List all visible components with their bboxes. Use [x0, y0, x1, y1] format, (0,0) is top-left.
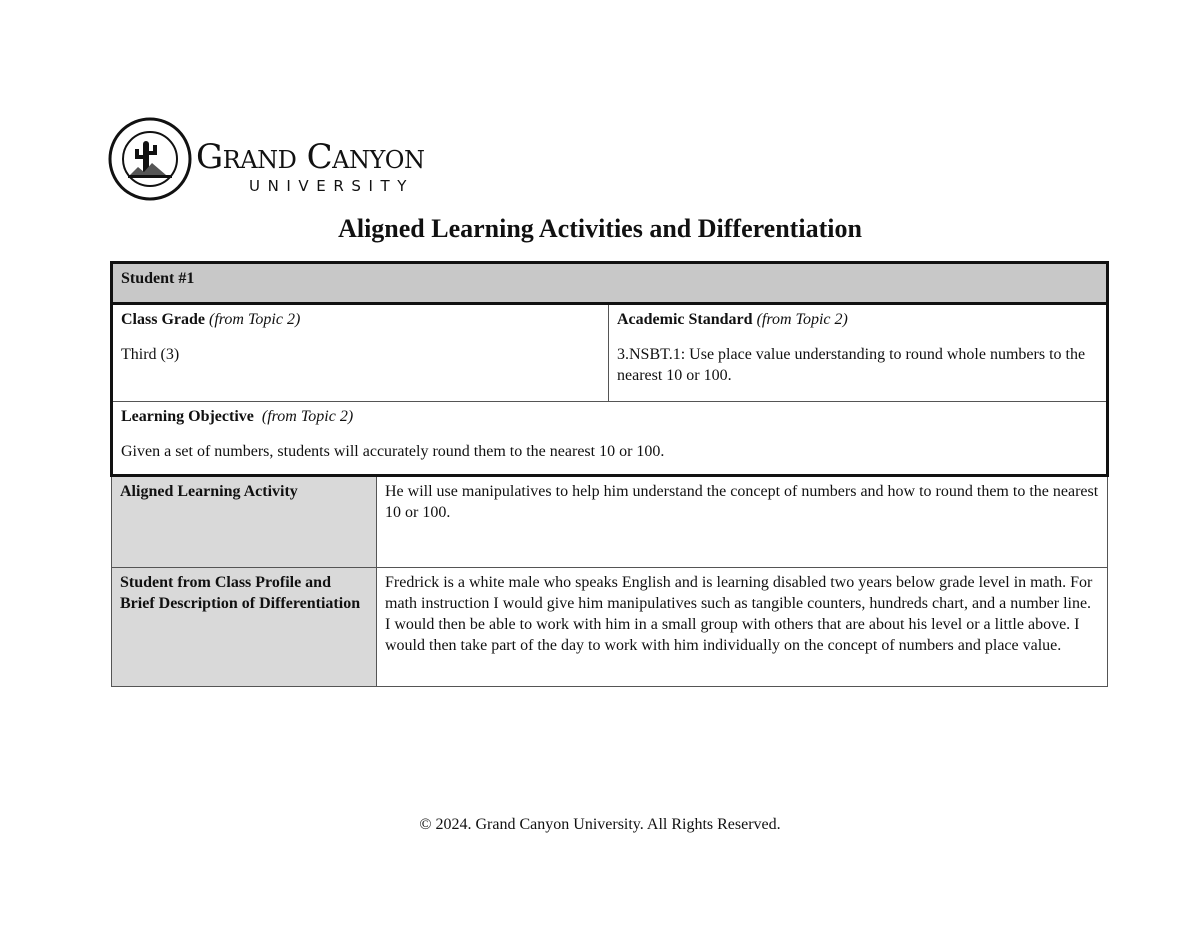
grade-standard-row: [112, 304, 1108, 402]
student-profile-row: [112, 568, 1108, 687]
logo-subtitle: UNIVERSITY: [249, 177, 415, 195]
aligned-activity-row: [112, 476, 1108, 568]
academic-standard-value: 3.NSBT.1: Use place value understanding to round whole numbers to the nearest 10 or 100.: [617, 346, 1086, 384]
class-grade-note: (from Topic 2): [209, 311, 301, 328]
page-title: Aligned Learning Activities and Differentiation: [338, 214, 862, 243]
class-grade-value: Third (3): [121, 346, 180, 363]
student-profile-value: Fredrick is a white male who speaks English and is learning disabled two years below grade level in math. For math instruction I would give him manipulatives such as tangible counters, hundreds chart, and a number line. I would then be able to work with him in a small group with others that are about his level or a little above. I would then take part of the day to work with him individually on the concept of numbers and place value.: [377, 568, 1108, 687]
student-table: [110, 261, 1109, 687]
logo-wordmark: Grand Canyon: [196, 137, 425, 177]
learning-objective-note: (from Topic 2): [261, 408, 354, 425]
learning-objective-row: [112, 402, 1108, 476]
student-header-row: [112, 263, 1108, 304]
learning-objective-cell: [112, 402, 1108, 476]
footer-copyright: © 2024. Grand Canyon University. All Rights Reserved.: [419, 816, 781, 833]
aligned-activity-label: Aligned Learning Activity: [112, 476, 377, 568]
university-logo: [108, 117, 488, 203]
university-seal-icon: [108, 117, 192, 201]
academic-standard-note: (from Topic 2): [756, 311, 848, 328]
learning-objective-label: Learning Objective: [121, 408, 254, 425]
academic-standard-cell: [609, 304, 1108, 402]
learning-objective-value: Given a set of numbers, students will accurately round them to the nearest 10 or 100.: [121, 443, 665, 460]
aligned-activity-value: He will use manipulatives to help him understand the concept of numbers and how to round them to the nearest 10 or 100.: [377, 476, 1108, 568]
class-grade-label: Class Grade: [121, 311, 205, 328]
student-header: Student #1: [112, 263, 1108, 304]
academic-standard-label: Academic Standard: [617, 311, 753, 328]
class-grade-cell: [112, 304, 609, 402]
student-profile-label: Student from Class Profile and Brief Description of Differentiation: [112, 568, 377, 687]
